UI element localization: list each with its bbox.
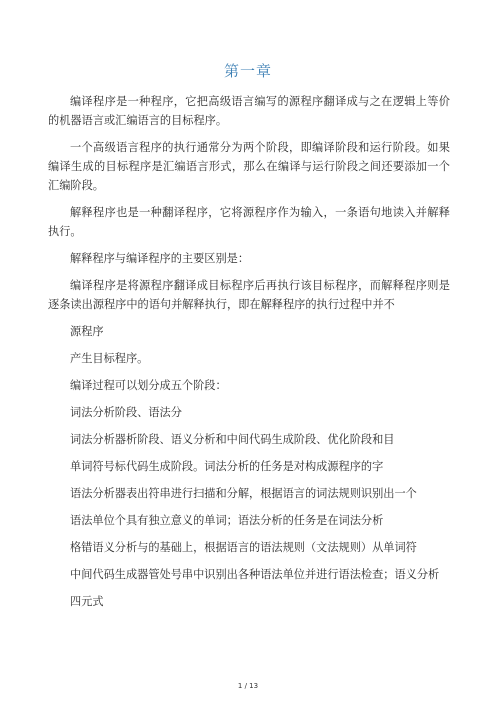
- paragraph: 四元式: [70, 595, 104, 608]
- paragraph: 产生目标程序。: [70, 352, 149, 365]
- paragraph: 编译过程可以划分成五个阶段：: [70, 379, 227, 392]
- paragraph: 语法单位个具有独立意义的单词；语法分析的任务是在词法分析: [70, 514, 384, 527]
- paragraph: 语法分析器表出符串进行扫描和分解，根据语言的词法规则识别出一个: [70, 487, 417, 500]
- paragraph: 编译程序是一种程序，它把高级语言编写的源程序翻译成与之在逻辑上等价的机器语言或汇编语言的目标程序。: [48, 95, 450, 127]
- paragraph: 解释程序也是一种翻译程序，它将源程序作为输入，一条语句地读入并解释执行。: [48, 206, 450, 238]
- document-body: [48, 92, 450, 619]
- paragraph: 一个高级语言程序的执行通常分为两个阶段，即编译阶段和运行阶段。如果编译生成的目标程序是汇编语言形式，那么在编译与运行阶段之间还要添加一个汇编阶段。: [48, 141, 450, 192]
- page-number: 1 / 13: [237, 682, 259, 690]
- paragraph: 词法分析器析阶段、语义分析和中间代码生成阶段、优化阶段和目: [70, 433, 395, 446]
- paragraph: 词法分析阶段、语法分: [70, 406, 182, 419]
- paragraph: 格错语义分析与的基础上，根据语言的语法规则（文法规则）从单词符: [70, 541, 417, 554]
- paragraph: 单词符号标代码生成阶段。词法分析的任务是对构成源程序的字: [70, 460, 384, 473]
- paragraph: 解释程序与编译程序的主要区别是：: [70, 252, 250, 265]
- paragraph: 中间代码生成器管处号串中识别出各种语法单位并进行语法检查；语义分析: [70, 568, 440, 581]
- chapter-title: 第一章: [223, 62, 272, 80]
- paragraph: 源程序: [70, 325, 104, 338]
- paragraph: 编译程序是将源程序翻译成目标程序后再执行该目标程序，而解释程序则是逐条读出源程序中的语句并解释执行，即在解释程序的执行过程中并不: [48, 279, 450, 311]
